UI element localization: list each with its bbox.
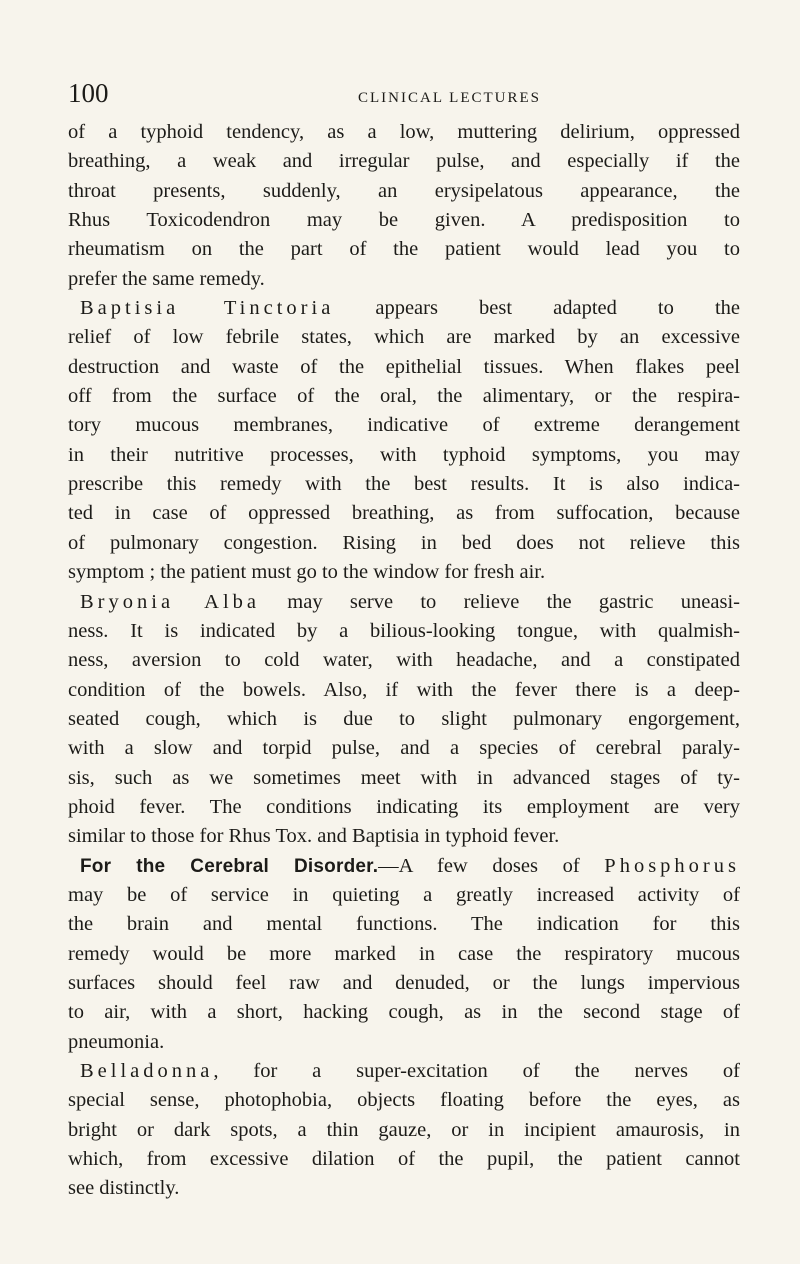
paragraph-first-line [68, 294, 740, 323]
section-heading: For the Cerebral Disorder. [80, 855, 379, 877]
text-line: relief of low febrile states, which are marked by an excessive [68, 326, 740, 349]
paragraph-first-line [68, 852, 740, 881]
text-run: —A few doses of [378, 854, 605, 877]
text-line: prescribe this remedy with the best results. It is also indica- [68, 473, 740, 496]
text-line: breathing, a weak and irregular pulse, and especially if the [68, 150, 740, 173]
paragraph-first-line [68, 588, 740, 617]
text-line: surfaces should feel raw and denuded, or the lungs impervious [68, 971, 740, 994]
text-line: see distinctly. [68, 1177, 180, 1200]
text-line: similar to those for Rhus Tox. and Baptisia in typhoid fever. [68, 825, 560, 848]
running-head: CLINICAL LECTURES [358, 90, 542, 106]
text-line: which, from excessive dilation of the pupil, the patient cannot [68, 1148, 740, 1171]
text-run: appears best adapted to the [334, 297, 740, 320]
text-line: remedy would be more marked in case the respiratory mucous [68, 942, 740, 965]
body-text [68, 118, 740, 1204]
text-line: pneumonia. [68, 1030, 165, 1053]
text-line: ted in case of oppressed breathing, as from suffocation, because [68, 502, 740, 525]
text-line: destruction and waste of the epithelial tissues. When flakes peel [68, 355, 740, 378]
text-line: bright or dark spots, a thin gauze, or in incipient amaurosis, in [68, 1118, 740, 1141]
text-line: with a slow and torpid pulse, and a species of cerebral paraly- [68, 737, 740, 760]
text-line: ness, aversion to cold water, with headache, and a constipated [68, 649, 740, 672]
text-line: rheumatism on the part of the patient would lead you to [68, 238, 740, 261]
remedy-name: Bryonia Alba [80, 590, 261, 613]
text-line: condition of the bowels. Also, if with the fever there is a deep- [68, 678, 740, 701]
text-line: symptom ; the patient must go to the window for fresh air. [68, 561, 546, 584]
page-header [68, 78, 740, 114]
text-line: sis, such as we sometimes meet with in advanced stages of ty- [68, 766, 740, 789]
text-run: may serve to relieve the gastric uneasi- [260, 590, 740, 613]
text-line: may be of service in quieting a greatly increased activity of [68, 883, 740, 906]
text-line: off from the surface of the oral, the alimentary, or the respira- [68, 385, 740, 408]
text-run: , for a super-excitation of the nerves of [213, 1060, 740, 1082]
text-line: in their nutritive processes, with typhoid symptoms, you may [68, 443, 740, 466]
text-line: of a typhoid tendency, as a low, muttering delirium, oppressed [68, 121, 740, 143]
page-number: 100 [68, 78, 109, 108]
remedy-name: Baptisia Tinctoria [80, 297, 335, 320]
text-line: throat presents, suddenly, an erysipelatous appearance, the [68, 179, 740, 202]
text-line: the brain and mental functions. The indication for this [68, 913, 740, 936]
text-line: phoid fever. The conditions indicating its employment are very [68, 795, 740, 818]
text-line: Rhus Toxicodendron may be given. A predisposition to [68, 209, 740, 232]
text-line: of pulmonary congestion. Rising in bed does not relieve this [68, 531, 740, 554]
remedy-name: Belladonna [80, 1060, 214, 1082]
text-line: special sense, photophobia, objects floating before the eyes, as [68, 1089, 740, 1112]
text-line: to air, with a short, hacking cough, as in the second stage of [68, 1001, 740, 1024]
text-line: seated cough, which is due to slight pulmonary engorgement, [68, 707, 740, 730]
text-line: ness. It is indicated by a bilious-looking tongue, with qualmish- [68, 619, 740, 642]
remedy-name: Phosphorus [604, 854, 740, 877]
text-line: tory mucous membranes, indicative of extreme derangement [68, 414, 740, 437]
text-line: prefer the same remedy. [68, 267, 265, 290]
paragraph-first-line [68, 1057, 740, 1086]
